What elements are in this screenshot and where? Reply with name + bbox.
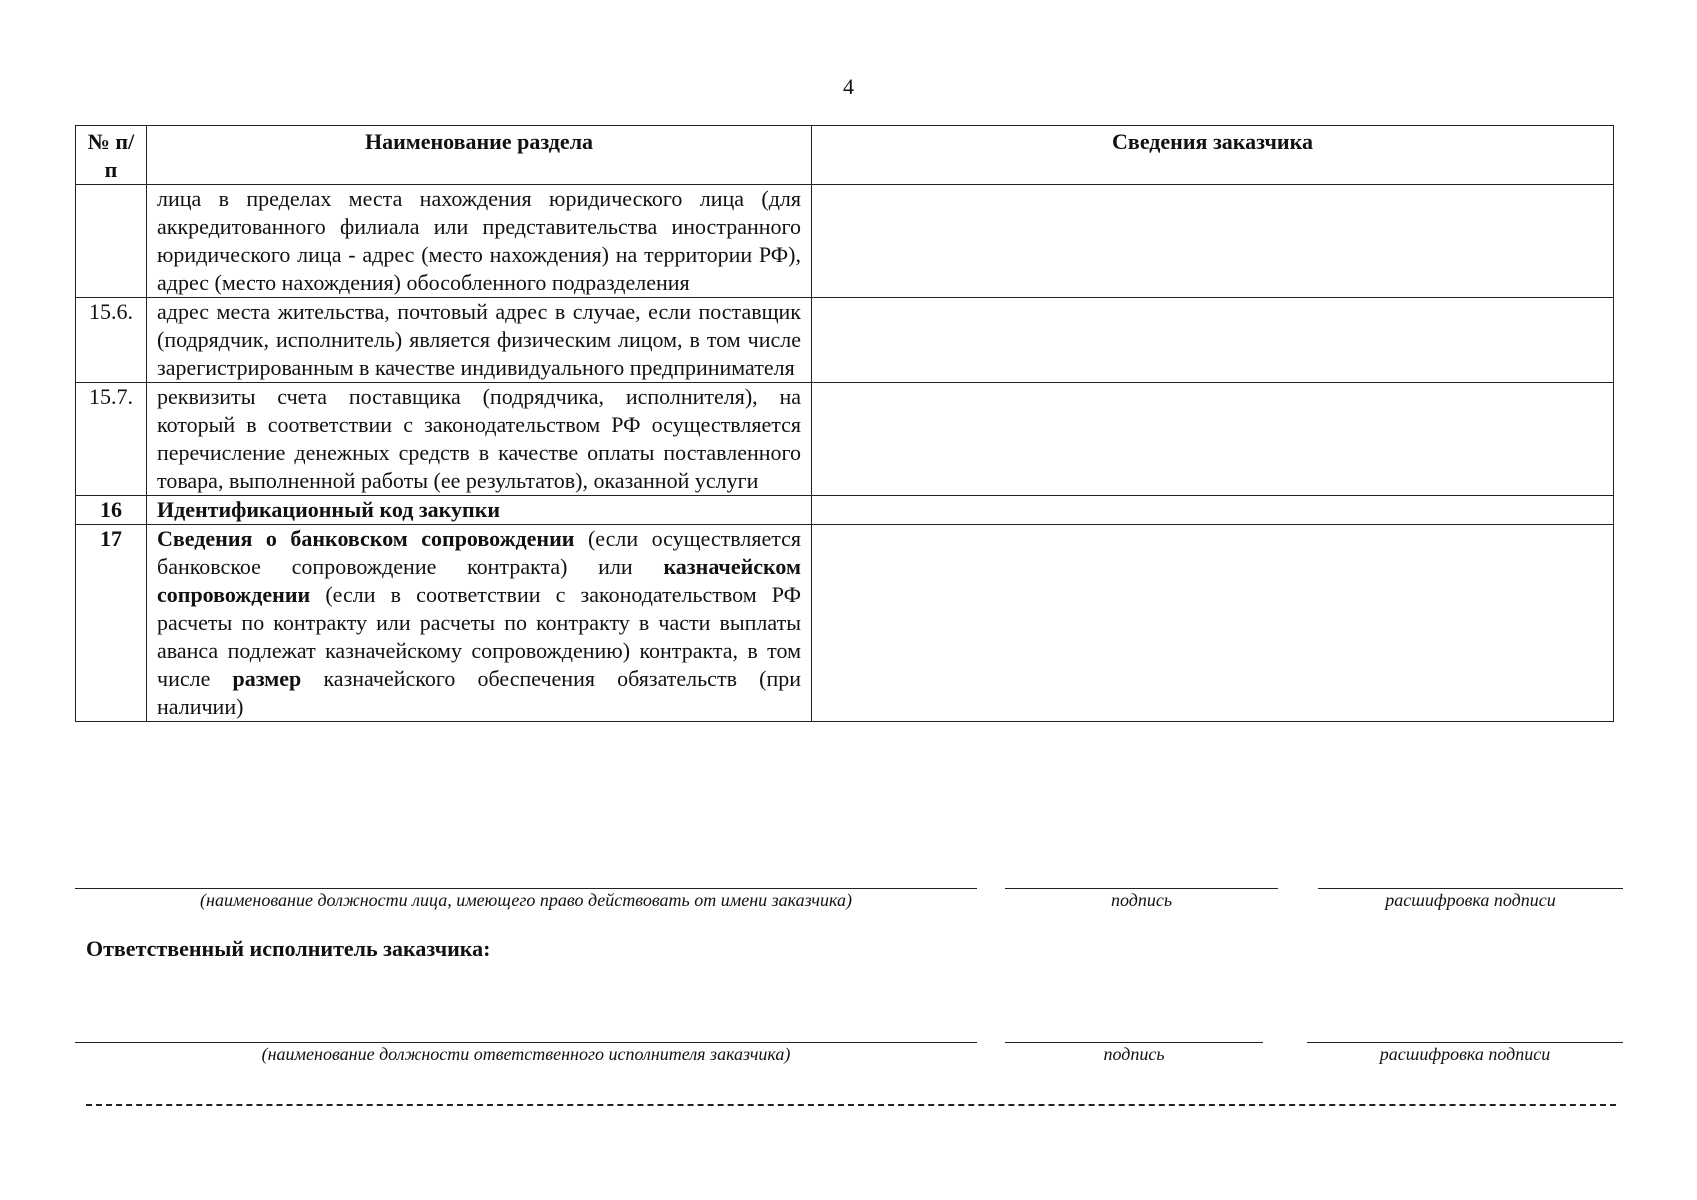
cut-line-divider	[86, 1104, 1616, 1106]
responsible-signature-caption: подпись	[1103, 1044, 1165, 1064]
table-header-row	[76, 126, 1614, 185]
page-number: 4	[843, 74, 854, 99]
header-num: № п/п	[76, 126, 147, 185]
table-row	[76, 525, 1614, 722]
text-bold-size: размер	[232, 666, 302, 691]
signature-decoding-line[interactable]	[1318, 888, 1623, 889]
responsible-position-line[interactable]	[75, 1042, 977, 1043]
responsible-decoding-caption: расшифровка подписи	[1379, 1044, 1551, 1064]
row-num: 16	[76, 496, 147, 525]
row-num	[76, 185, 147, 298]
row-customer-value-field[interactable]	[812, 496, 1614, 525]
row-num: 15.7.	[76, 383, 147, 496]
text-bold-bank-support: Сведения о банковском сопровождении	[157, 526, 575, 551]
responsible-executor-title: Ответственный исполнитель заказчика:	[86, 936, 491, 961]
row-section-text: лица в пределах места нахождения юридического лица (для аккредитованного филиала или представительства иностранного юридического лица - адрес (место нахождения) на территории РФ), адрес (место нахождения) обособленного подразделения	[147, 185, 812, 298]
row-num: 17	[76, 525, 147, 722]
row-num: 15.6.	[76, 298, 147, 383]
responsible-signature-line[interactable]	[1005, 1042, 1263, 1043]
position-caption: (наименование должности лица, имеющего право действовать от имени заказчика)	[200, 890, 852, 910]
customer-info-table	[75, 125, 1614, 722]
responsible-decoding-line[interactable]	[1307, 1042, 1623, 1043]
table-row	[76, 496, 1614, 525]
responsible-position-caption: (наименование должности ответственного исполнителя заказчика)	[261, 1044, 791, 1064]
row-section-text: реквизиты счета поставщика (подрядчика, исполнителя), на который в соответствии с законодательством РФ осуществляется перечисление денежных средств в качестве оплаты поставленного товара, выполненной работы (ее результатов), оказанной услуги	[147, 383, 812, 496]
header-section-name: Наименование раздела	[147, 126, 812, 185]
row-customer-value-field[interactable]	[812, 383, 1614, 496]
table-row	[76, 298, 1614, 383]
signature-decoding-caption: расшифровка подписи	[1385, 890, 1556, 910]
row-customer-value-field[interactable]	[812, 185, 1614, 298]
text-bold-treasury-support: казначейском сопровождении	[157, 554, 801, 607]
table-row	[76, 383, 1614, 496]
row-section-text: адрес места жительства, почтовый адрес в случае, если поставщик (подрядчик, исполнитель) является физическим лицом, в том числе зарегистрированным в качестве индивидуального предпринимателя	[147, 298, 812, 383]
signature-caption: подпись	[1110, 890, 1173, 910]
text-fragment: (если осуществляется банковское сопровождение контракта) или	[157, 526, 801, 579]
text-fragment: (если в соответствии с законодательством РФ расчеты по контракту или расчеты по контракту в части выплаты аванса подлежат казначейскому сопровождению) контракта, в том числе	[157, 582, 801, 691]
row-section-text	[147, 525, 812, 722]
row-customer-value-field[interactable]	[812, 525, 1614, 722]
position-signature-line[interactable]	[75, 888, 977, 889]
row-section-text: Идентификационный код закупки	[147, 496, 812, 525]
signature-line[interactable]	[1005, 888, 1278, 889]
table-row	[76, 185, 1614, 298]
text-fragment: казначейского обеспечения обязательств (при наличии)	[157, 666, 801, 719]
row-customer-value-field[interactable]	[812, 298, 1614, 383]
header-customer-info: Сведения заказчика	[812, 126, 1614, 185]
